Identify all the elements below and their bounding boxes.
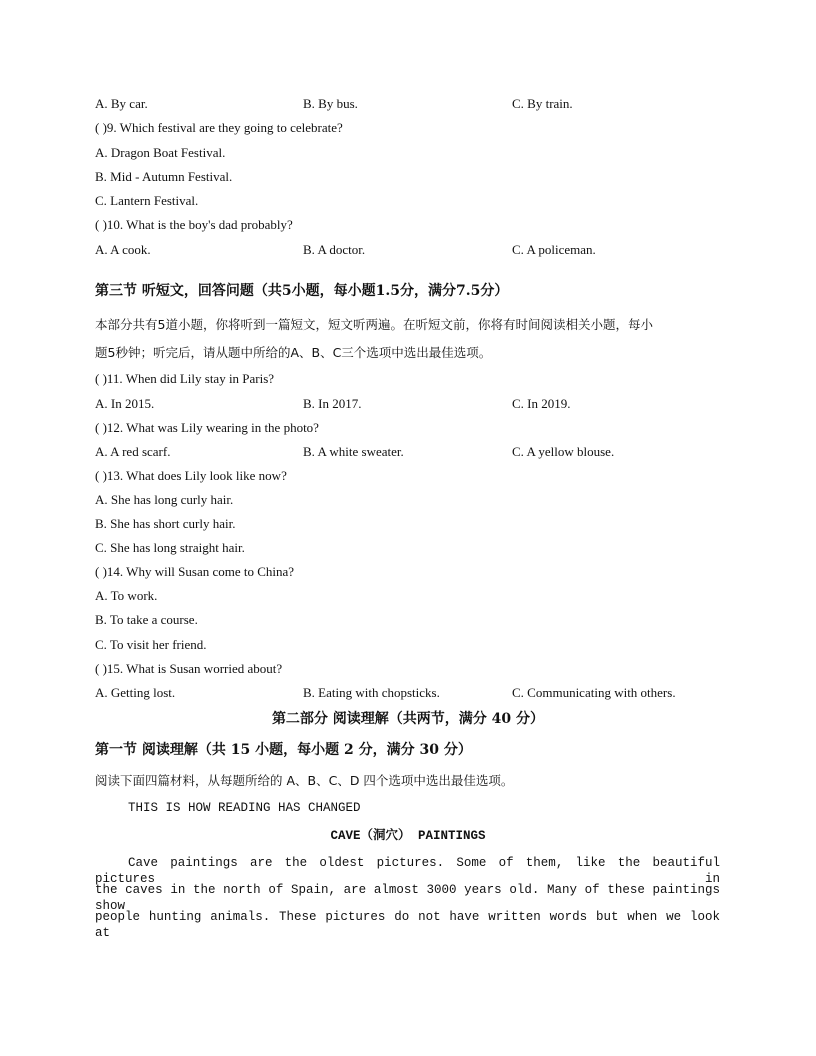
q12-option-b: B. A white sweater. bbox=[303, 444, 404, 459]
part2-instruction: 阅读下面四篇材料，从每题所给的 A、B、C、D 四个选项中选出最佳选项。 bbox=[95, 773, 514, 788]
q13-option-a: A. She has long curly hair. bbox=[95, 492, 234, 507]
passage-subtitle: CAVE（洞穴） PAINTINGS bbox=[330, 829, 486, 843]
passage-line-1: Cave paintings are the oldest pictures. Some of them, like the beautiful pictures in bbox=[95, 856, 720, 886]
q14-option-a: A. To work. bbox=[95, 588, 158, 603]
q9-option-b: B. Mid - Autumn Festival. bbox=[95, 169, 233, 184]
section3-heading: 第三节 听短文，回答问题（共5小题，每小题1.5分，满分7.5分） bbox=[95, 283, 509, 299]
q8-option-b: B. By bus. bbox=[303, 96, 358, 111]
q15-option-a: A. Getting lost. bbox=[95, 685, 176, 700]
q8-option-c: C. By train. bbox=[512, 96, 573, 111]
passage-line-3: people hunting animals. These pictures do not have written words but when we look at bbox=[95, 910, 720, 940]
q10-option-c: C. A policeman. bbox=[512, 242, 596, 257]
q11-option-b: B. In 2017. bbox=[303, 396, 362, 411]
q13-option-b: B. She has short curly hair. bbox=[95, 516, 236, 531]
q10-option-a: A. A cook. bbox=[95, 242, 151, 257]
part2-heading: 第二部分 阅读理解（共两节，满分 40 分） bbox=[271, 711, 545, 727]
q11-option-c: C. In 2019. bbox=[512, 396, 571, 411]
q12-stem: ( )12. What was Lily wearing in the photo? bbox=[95, 420, 319, 435]
q13-option-c: C. She has long straight hair. bbox=[95, 540, 245, 555]
q9-option-c: C. Lantern Festival. bbox=[95, 193, 199, 208]
q15-option-c: C. Communicating with others. bbox=[512, 685, 676, 700]
section3-instruction-line2: 题5秒钟；听完后，请从题中所给的A、B、C三个选项中选出最佳选项。 bbox=[95, 345, 492, 360]
passage-line-2: the caves in the north of Spain, are almost 3000 years old. Many of these paintings show bbox=[95, 883, 720, 913]
q14-stem: ( )14. Why will Susan come to China? bbox=[95, 564, 295, 579]
q15-option-b: B. Eating with chopsticks. bbox=[303, 685, 440, 700]
q8-option-a: A. By car. bbox=[95, 96, 148, 111]
q11-option-a: A. In 2015. bbox=[95, 396, 155, 411]
q9-stem: ( )9. Which festival are they going to celebrate? bbox=[95, 120, 343, 135]
part2-section1-heading: 第一节 阅读理解（共 15 小题，每小题 2 分，满分 30 分） bbox=[95, 742, 472, 758]
q11-stem: ( )11. When did Lily stay in Paris? bbox=[95, 371, 275, 386]
passage-title: THIS IS HOW READING HAS CHANGED bbox=[128, 801, 361, 815]
q9-option-a: A. Dragon Boat Festival. bbox=[95, 145, 226, 160]
q13-stem: ( )13. What does Lily look like now? bbox=[95, 468, 287, 483]
q12-option-a: A. A red scarf. bbox=[95, 444, 171, 459]
q12-option-c: C. A yellow blouse. bbox=[512, 444, 615, 459]
q10-option-b: B. A doctor. bbox=[303, 242, 366, 257]
section3-instruction-line1: 本部分共有5道小题，你将听到一篇短文，短文听两遍。在听短文前，你将有时间阅读相关小题，每小 bbox=[95, 317, 653, 332]
q14-option-c: C. To visit her friend. bbox=[95, 637, 207, 652]
q10-stem: ( )10. What is the boy's dad probably? bbox=[95, 217, 293, 232]
q15-stem: ( )15. What is Susan worried about? bbox=[95, 661, 283, 676]
q14-option-b: B. To take a course. bbox=[95, 612, 198, 627]
